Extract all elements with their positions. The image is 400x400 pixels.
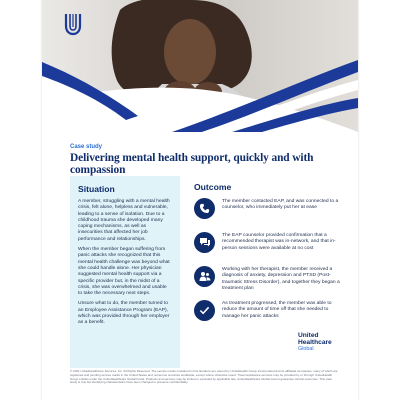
- outcome-item-diagnosis: [194, 266, 344, 296]
- outcome-item-progress: [194, 300, 344, 330]
- uhc-logo-mark-icon: [64, 12, 82, 36]
- unitedhealthcare-global-logo: [298, 332, 348, 353]
- checkmark-icon: [194, 300, 215, 321]
- chat-icon: [194, 232, 215, 253]
- hero-banner: [42, 0, 358, 132]
- people-icon: [194, 266, 215, 287]
- outcome-list: [194, 198, 344, 334]
- page-title: Delivering mental health support, quickly and with compassion: [70, 152, 314, 176]
- situation-paragraph-3: Unsure what to do, the member turned to an Employee Assistance Program (EAP), which was provided through her employer as a benefit.: [78, 301, 170, 326]
- logo-line-2: Healthcare: [298, 339, 332, 346]
- situation-paragraph-2: When the member began suffering from panic attacks she recognized that this mental health challenge was beyond what she could handle alone. Her physician suggested mental health support via a specific provider but, in the midst of a crisis, she was overwhelmed and unable to take the necessary next steps.: [78, 247, 170, 297]
- eyebrow-label: Case study: [70, 144, 103, 150]
- logo-line-1: United: [298, 332, 319, 339]
- outcome-item-confirmation: [194, 232, 344, 262]
- phone-icon: [194, 198, 215, 219]
- outcome-text-2: The EAP counselor provided confirmation that a recommended therapist was in-network, and that in-person sessions were available at no cost: [222, 233, 336, 251]
- outcome-text-4: As treatment progressed, the member was able to reduce the amount of time off that she needed to manage her panic attacks: [222, 301, 332, 319]
- outcome-heading: Outcome: [194, 182, 232, 192]
- situation-box: [70, 176, 180, 368]
- outcome-text-3: Working with her therapist, the member received a diagnosis of anxiety, depression and PTSD (Post-traumatic Stress Disorder), and together they began a treatment plan: [222, 267, 340, 291]
- situation-paragraph-1: A member, struggling with a mental health crisis, felt alone, helpless and vulnerable, leading to a sense of isolation. Due to a childhood trauma she developed many coping mechanisms, as well as insecurities that affected her job performance and relationships.: [78, 199, 170, 242]
- case-study-page: [42, 0, 358, 400]
- outcome-text-1: The member contacted EAP, and was connected to a counselor, who immediately put her at ease: [222, 199, 339, 211]
- legal-footer: © 2021 UnitedHealthcare Services, Inc. All Rights Reserved. The service marks contained in this literature are owned by UnitedHealth Group Incorporated and its affiliated companies, many of which are registered and pending service marks in the United States and numerous countries worldwide, except where otherwise noted. Travel assistance services may be provided by or through UnitedHealth Group entities under the UnitedHealthcare Global brand. Products and services may be limited or excluded by applicable law. UnitedHealthcare Global cannot guarantee clinical outcomes. This case study is true but identifying characteristics have been changed to preserve confidentiality.: [70, 369, 338, 385]
- outcome-item-contact: [194, 198, 344, 228]
- situation-heading: Situation: [78, 184, 115, 194]
- hero-photo-woman: [42, 0, 358, 132]
- logo-line-3: Global: [298, 346, 314, 352]
